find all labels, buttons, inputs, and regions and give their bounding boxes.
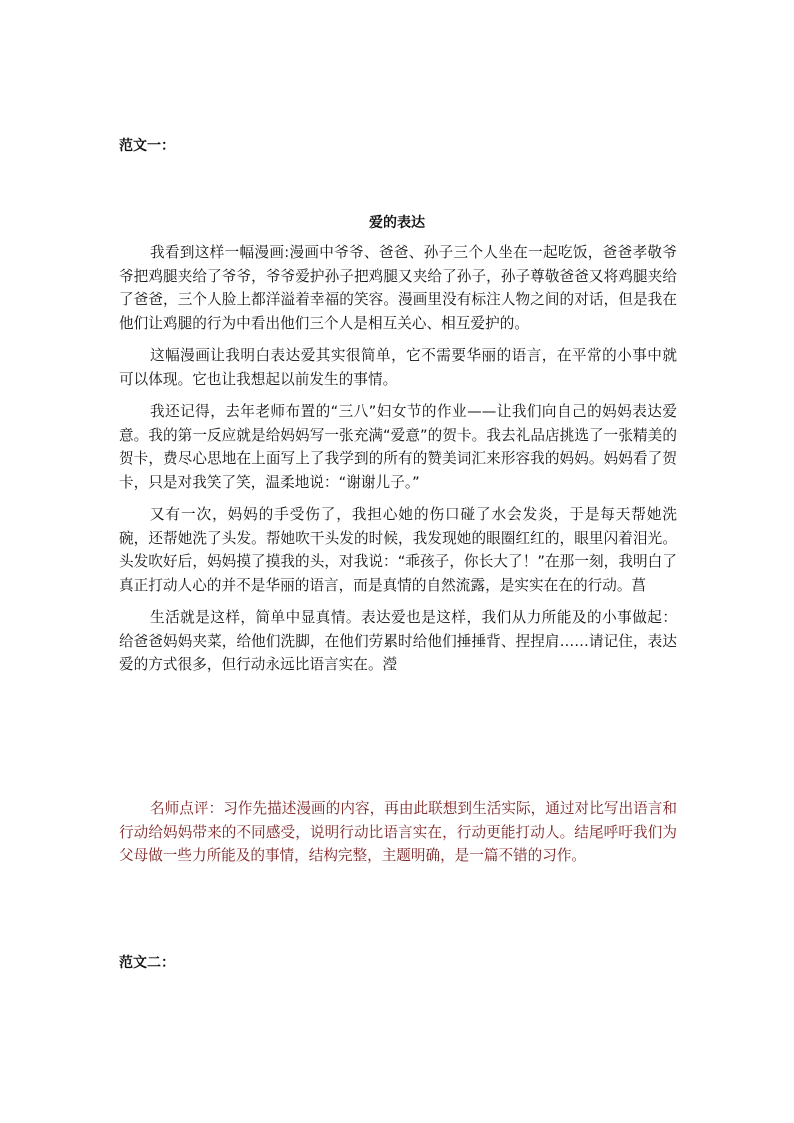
- paragraph-4: 又有一次，妈妈的手受伤了，我担心她的伤口碰了水会发炎，于是每天帮她洗碗，还帮她洗了头发。帮她吹干头发的时候，我发现她的眼圈红红的，眼里闪着泪光。头发吹好后，妈妈摸了摸我的头，对我说：“乖孩子，你长大了！”在那一刻，我明白了真正打动人心的并不是华丽的语言，而是真情的自然流露，是实实在在的行动。菖: [119, 506, 677, 594]
- paragraph-1: 我看到这样一幅漫画:漫画中爷爷、爸爸、孙子三个人坐在一起吃饭，爸爸孝敬爷爷把鸡腿夹给了爷爷，爷爷爱护孙子把鸡腿又夹给了孙子，孙子尊敬爸爸又将鸡腿夹给了爸爸，三个人脸上都洋溢着幸福的笑容。漫画里没有标注人物之间的对话，但是我在他们让鸡腿的行为中看出他们三个人是相互关心、相互爱护的。: [119, 244, 677, 332]
- section-heading-1: 范文一：: [119, 138, 175, 154]
- paragraph-3: 我还记得，去年老师布置的“三八”妇女节的作业——让我们向自己的妈妈表达爱意。我的第一反应就是给妈妈写一张充满“爱意”的贺卡。我去礼品店挑选了一张精美的贺卡，费尽心思地在上面写上了我学到的所有的赞美词汇来形容我的妈妈。妈妈看了贺卡，只是对我笑了笑，温柔地说：“谢谢儿子。”: [119, 403, 677, 491]
- essay-body: [119, 241, 677, 686]
- teacher-comment: 名师点评：习作先描述漫画的内容，再由此联想到生活实际，通过对比写出语言和行动给妈妈带来的不同感受，说明行动比语言实在，行动更能打动人。结尾呼吁我们为父母做一些力所能及的事情，结构完整，主题明确，是一篇不错的习作。: [119, 800, 677, 864]
- essay-title: 爱的表达: [369, 215, 425, 231]
- paragraph-5: 生活就是这样，简单中显真情。表达爱也是这样，我们从力所能及的小事做起：给爸爸妈妈夹菜，给他们洗脚，在他们劳累时给他们捶捶背、捏捏肩……请记住，表达爱的方式很多，但行动永远比语言实在。瀅: [119, 609, 677, 673]
- paragraph-2: 这幅漫画让我明白表达爱其实很简单，它不需要华丽的语言，在平常的小事中就可以体现。它也让我想起以前发生的事情。: [119, 347, 677, 388]
- section-heading-2: 范文二：: [119, 955, 175, 971]
